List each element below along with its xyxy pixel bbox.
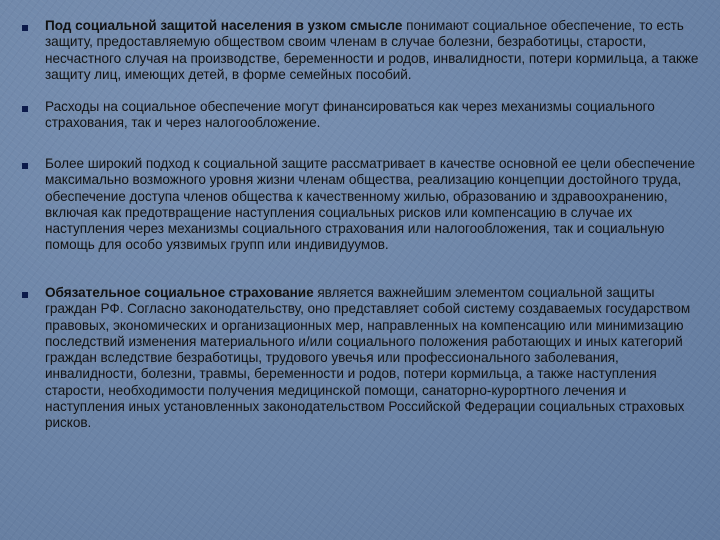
bullet-bold-4: Обязательное социальное страхование xyxy=(45,285,314,300)
bullet-text-3 xyxy=(45,156,700,254)
bullet-square-icon xyxy=(22,292,28,298)
bullet-body-3: Более широкий подход к социальной защите рассматривает в качестве основной ее цели обеспечение максимально возможного уровня жизни членам общества, реализацию концепции достойного труда, обеспечение доступа членов общества к качественному жилью, образованию и здравоохранению, включая как предотвращение наступления социальных рисков или компенсацию в случае их наступления через механизмы социального страхования или налогообложения, так и социальную помощь для особо уязвимых групп или индивидуумов. xyxy=(45,156,695,253)
bullet-text-1 xyxy=(45,18,700,83)
bullet-text-2 xyxy=(45,99,700,132)
bullet-body-4: является важнейшим элементом социальной защиты граждан РФ. Согласно законодательству, оно представляет собой систему создаваемых государством правовых, экономических и организационных мер, направленных на компенсацию или минимизацию последствий изменения материального и/или социального положения работающих и иных категорий граждан вследствие безработицы, трудового увечья или профессионального заболевания, инвалидности, болезни, травмы, беременности и родов, потери кормильца, а также наступления старости, необходимости получения медицинской помощи, санаторно-курортного лечения и наступления иных установленных законодательством Российской Федерации социальных страховых рисков. xyxy=(45,285,691,431)
bullet-square-icon xyxy=(22,163,28,169)
bullet-body-2: Расходы на социальное обеспечение могут финансироваться как через механизмы социального страхования, так и через налогообложение. xyxy=(45,99,655,131)
bullet-square-icon xyxy=(22,106,28,112)
bullet-body-1: понимают социальное обеспечение, то есть защиту, предоставляемую обществом своим членам в случае болезни, безработицы, старости, несчастного случая на производстве, беременности и родов, инвалидности, потери кормильца, а также защиту лиц, имеющих детей, в форме семейных пособий. xyxy=(45,18,699,82)
bullet-bold-1: Под социальной защитой населения в узком смысле xyxy=(45,18,403,33)
bullet-text-4 xyxy=(45,285,700,432)
bullet-square-icon xyxy=(22,25,28,31)
